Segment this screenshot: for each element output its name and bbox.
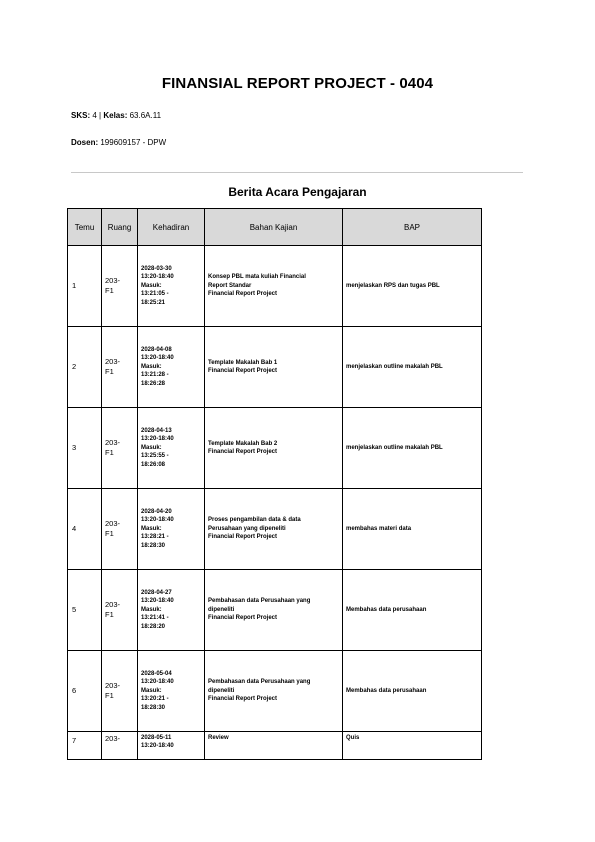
cell-bap: membahas materi data	[343, 489, 482, 570]
table-row	[68, 651, 482, 732]
col-header-kehadiran: Kehadiran	[138, 209, 205, 246]
cell-kehadiran: 2028-05-04 13:20-18:40 Masuk: 13:20:21 - 18:28:30	[138, 651, 205, 732]
cell-bahan-kajian: Pembahasan data Perusahaan yang dipeneliti Financial Report Project	[205, 651, 343, 732]
dosen-label: Dosen:	[71, 138, 99, 147]
cell-bap: Membahas data perusahaan	[343, 651, 482, 732]
cell-kehadiran: 2028-03-30 13:20-18:40 Masuk: 13:21:05 - 18:25:21	[138, 246, 205, 327]
kelas-label: Kelas:	[103, 111, 128, 120]
cell-bap: menjelaskan RPS dan tugas PBL	[343, 246, 482, 327]
col-header-bahan-kajian: Bahan Kajian	[205, 209, 343, 246]
cell-kehadiran: 2028-04-08 13:20-18:40 Masuk: 13:21:28 - 18:26:28	[138, 327, 205, 408]
cell-ruang: 203- F1	[102, 570, 138, 651]
cell-kehadiran: 2028-04-13 13:20-18:40 Masuk: 13:25:55 - 18:26:08	[138, 408, 205, 489]
cell-ruang: 203-	[102, 732, 138, 760]
lecturer-meta-line	[71, 138, 166, 147]
cell-ruang: 203- F1	[102, 651, 138, 732]
table-row	[68, 327, 482, 408]
cell-temu: 4	[68, 489, 102, 570]
table-row	[68, 570, 482, 651]
cell-bap: menjelaskan outline makalah PBL	[343, 408, 482, 489]
cell-bahan-kajian: Review	[205, 732, 343, 760]
cell-temu: 5	[68, 570, 102, 651]
cell-bap: Membahas data perusahaan	[343, 570, 482, 651]
table-row	[68, 246, 482, 327]
cell-kehadiran: 2028-05-11 13:20-18:40	[138, 732, 205, 760]
table-title: Berita Acara Pengajaran	[228, 185, 367, 199]
cell-kehadiran: 2028-04-20 13:20-18:40 Masuk: 13:28:21 - 18:28:30	[138, 489, 205, 570]
table-row	[68, 408, 482, 489]
cell-bahan-kajian: Proses pengambilan data & data Perusahaan yang dipeneliti Financial Report Project	[205, 489, 343, 570]
cell-bahan-kajian: Template Makalah Bab 1 Financial Report Project	[205, 327, 343, 408]
cell-ruang: 203- F1	[102, 246, 138, 327]
cell-temu: 7	[68, 732, 102, 760]
meta-separator: |	[99, 111, 102, 120]
cell-ruang: 203- F1	[102, 327, 138, 408]
dosen-value: 199609157 - DPW	[100, 138, 167, 147]
cell-temu: 1	[68, 246, 102, 327]
cell-temu: 3	[68, 408, 102, 489]
cell-temu: 2	[68, 327, 102, 408]
cell-bahan-kajian: Template Makalah Bab 2 Financial Report Project	[205, 408, 343, 489]
col-header-temu: Temu	[68, 209, 102, 246]
cell-bap: menjelaskan outline makalah PBL	[343, 327, 482, 408]
cell-temu: 6	[68, 651, 102, 732]
cell-bahan-kajian: Konsep PBL mata kuliah Financial Report Standar Financial Report Project	[205, 246, 343, 327]
table-row	[68, 489, 482, 570]
table-header-row	[68, 209, 482, 246]
cell-bap: Quis	[343, 732, 482, 760]
page-title: FINANSIAL REPORT PROJECT - 0404	[161, 75, 434, 92]
sks-label: SKS:	[71, 111, 91, 120]
bap-table	[67, 208, 482, 760]
cell-ruang: 203- F1	[102, 489, 138, 570]
col-header-bap: BAP	[343, 209, 482, 246]
col-header-ruang: Ruang	[102, 209, 138, 246]
course-meta-line	[71, 111, 161, 120]
cell-bahan-kajian: Pembahasan data Perusahaan yang dipeneliti Financial Report Project	[205, 570, 343, 651]
section-divider	[71, 172, 523, 173]
sks-value: 4	[92, 111, 97, 120]
table-row	[68, 732, 482, 760]
kelas-value: 63.6A.11	[129, 111, 162, 120]
cell-kehadiran: 2028-04-27 13:20-18:40 Masuk: 13:21:41 - 18:28:20	[138, 570, 205, 651]
cell-ruang: 203- F1	[102, 408, 138, 489]
